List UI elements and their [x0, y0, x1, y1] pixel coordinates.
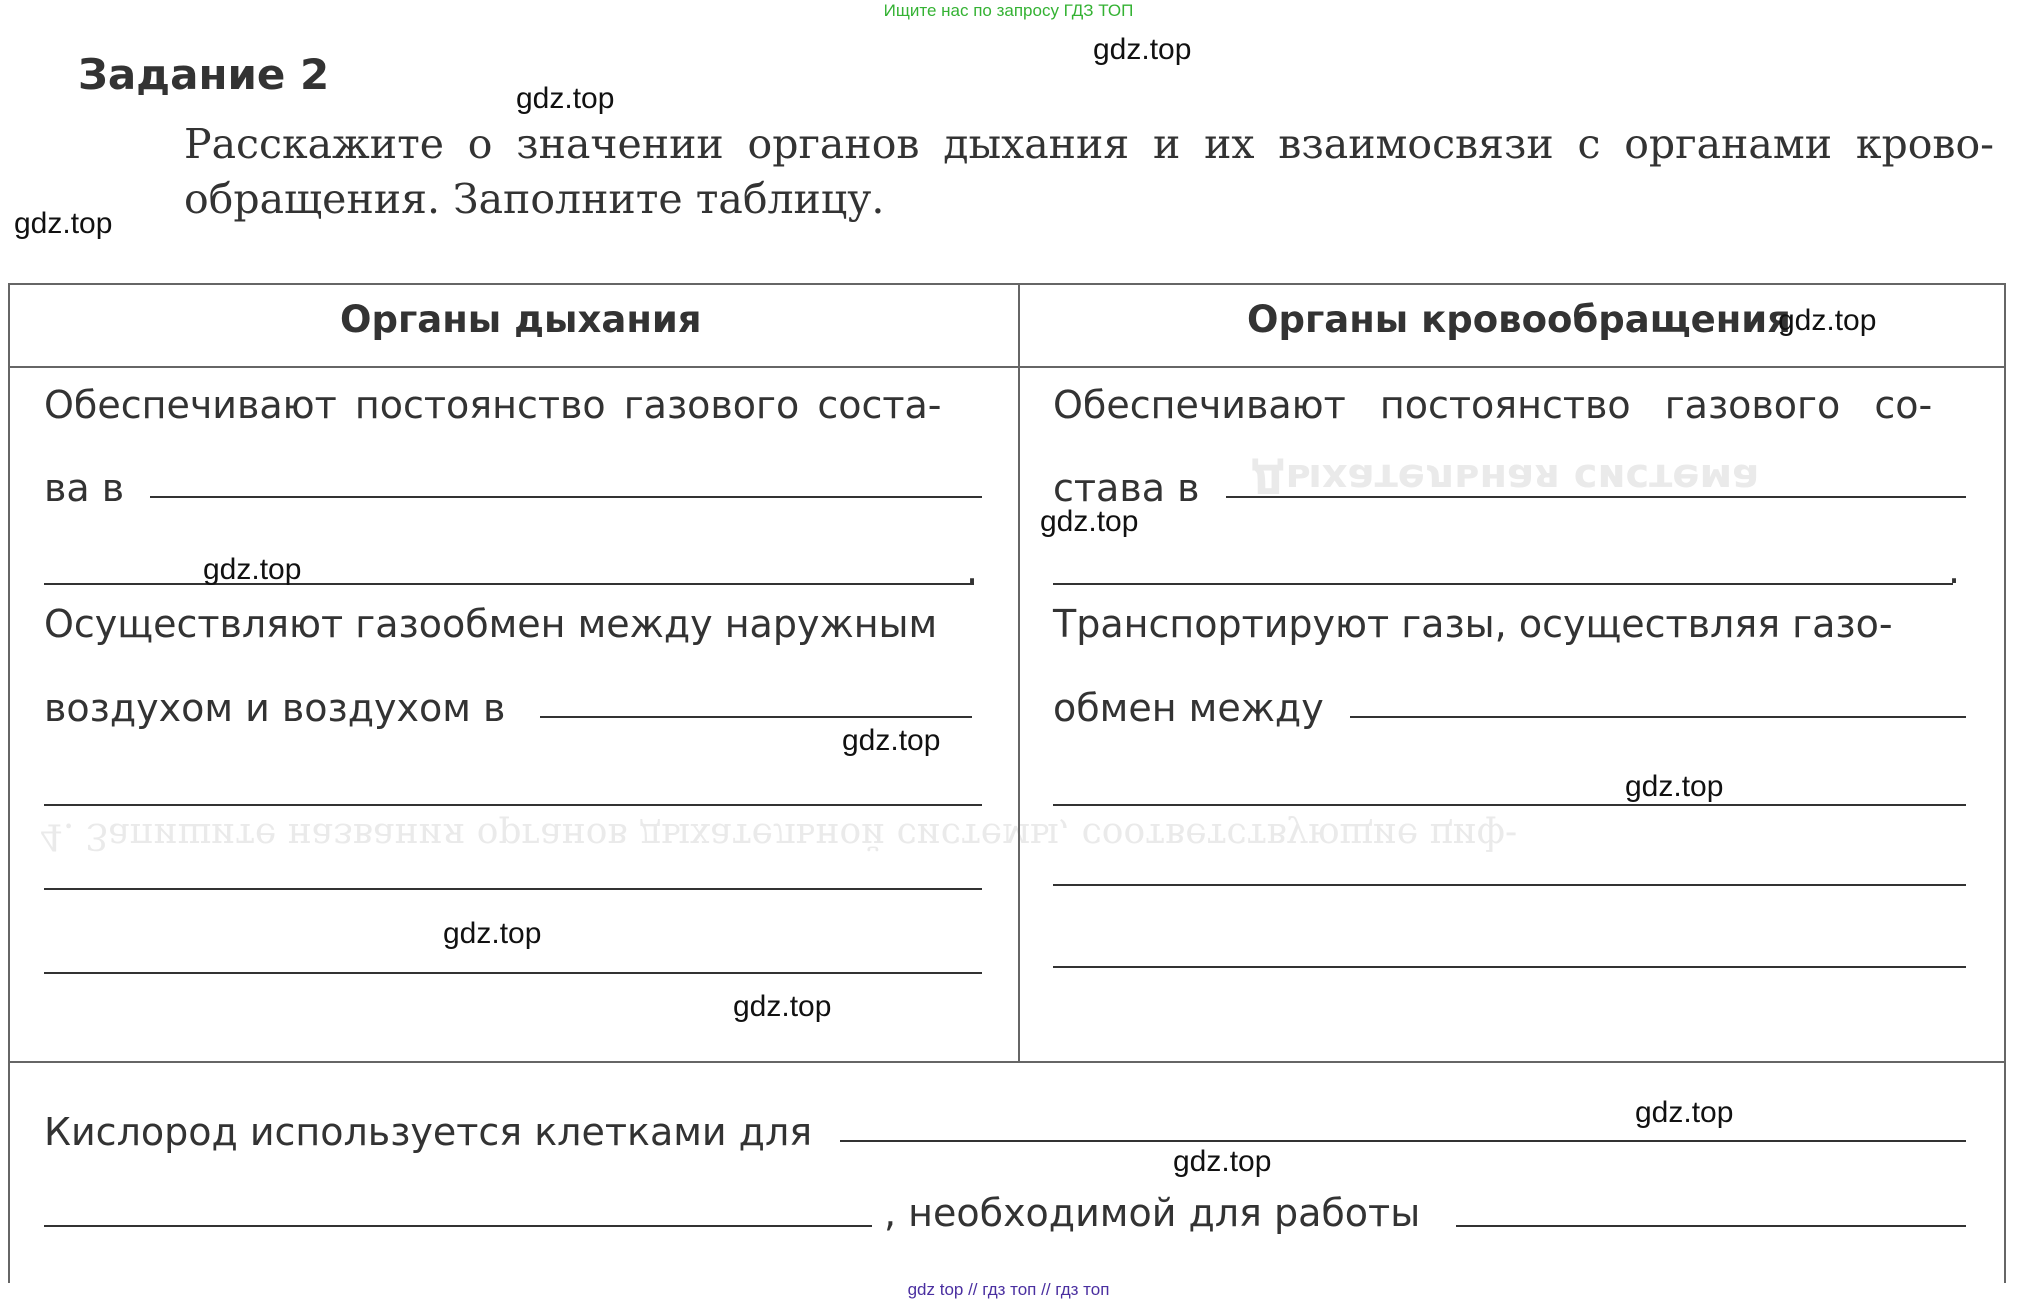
table-top-border [8, 283, 2004, 285]
left-row2-line1: Осуществляют газообмен между наружным [44, 602, 938, 646]
watermark-11: gdz.top [1635, 1096, 1734, 1129]
watermark-12: gdz.top [1173, 1145, 1272, 1178]
watermark-9: gdz.top [443, 917, 542, 950]
bottom-row-line2: , необходимой для работы [884, 1191, 1421, 1235]
answer-line-right-2[interactable] [1053, 583, 1953, 585]
answer-line-right-6[interactable] [1053, 966, 1966, 968]
task-text: Расскажите о значении органов дыхания и их взаимосвязи с органами крово-обращения. Заполните таблицу. [184, 120, 1994, 223]
table-left-border [8, 283, 10, 1283]
right-row1-line2: става в [1053, 466, 1200, 510]
column-header-respiratory: Органы дыхания [340, 298, 702, 341]
watermark-5: gdz.top [1040, 505, 1139, 538]
watermark-1: gdz.top [1093, 33, 1192, 66]
top-banner[interactable]: Ищите нас по запросу ГДЗ ТОП [883, 1, 1134, 20]
task-title: Задание 2 [78, 50, 330, 99]
watermark-3: gdz.top [14, 207, 113, 240]
answer-line-bottom-2[interactable] [44, 1225, 872, 1227]
answer-line-right-3[interactable] [1350, 716, 1966, 718]
answer-line-left-2[interactable] [44, 583, 974, 585]
table-right-border [2004, 283, 2006, 1283]
left-row2-line2: воздухом и воздухом в [44, 686, 506, 730]
right-row2-line2: обмен между [1053, 686, 1324, 730]
answer-line-right-5[interactable] [1053, 884, 1966, 886]
watermark-6: gdz.top [203, 553, 302, 586]
answer-line-bottom-3[interactable] [1456, 1225, 1966, 1227]
answer-line-bottom-1[interactable] [840, 1140, 1966, 1142]
period-left-1: . [966, 548, 979, 592]
right-row1-line1: Обеспечивают постоянство газового со- [1053, 383, 1933, 427]
table-column-divider [1018, 283, 1020, 1061]
table-bottom-row-separator [8, 1061, 2004, 1063]
table-header-separator [8, 366, 2004, 368]
ghost-text-2: 4. Запишите названия органов дыхательной системы, соответствующие циф- [40, 815, 1518, 856]
watermark-10: gdz.top [733, 990, 832, 1023]
ghost-text-1: Дыхательная система [1250, 455, 1760, 501]
answer-line-left-5[interactable] [44, 888, 982, 890]
watermark-4: gdz.top [1778, 304, 1877, 337]
watermark-8: gdz.top [1625, 770, 1724, 803]
answer-line-left-1[interactable] [150, 496, 982, 498]
answer-line-right-1[interactable] [1226, 496, 1966, 498]
answer-line-right-4[interactable] [1053, 804, 1966, 806]
period-right-1: . [1948, 548, 1961, 592]
watermark-7: gdz.top [842, 724, 941, 757]
answer-line-left-3[interactable] [540, 716, 972, 718]
column-header-circulatory: Органы кровообращения [1247, 298, 1791, 341]
right-row2-line1: Транспортируют газы, осуществляя газо- [1053, 602, 1893, 646]
left-row1-line2: ва в [44, 466, 125, 510]
answer-line-left-4[interactable] [44, 804, 982, 806]
bottom-banner[interactable]: gdz top // гдз топ // гдз топ [907, 1280, 1110, 1299]
left-row1-line1: Обеспечивают постоянство газового соста- [44, 383, 942, 427]
watermark-2: gdz.top [516, 82, 615, 115]
answer-line-left-6[interactable] [44, 972, 982, 974]
bottom-row-line1: Кислород используется клетками для [44, 1110, 813, 1154]
